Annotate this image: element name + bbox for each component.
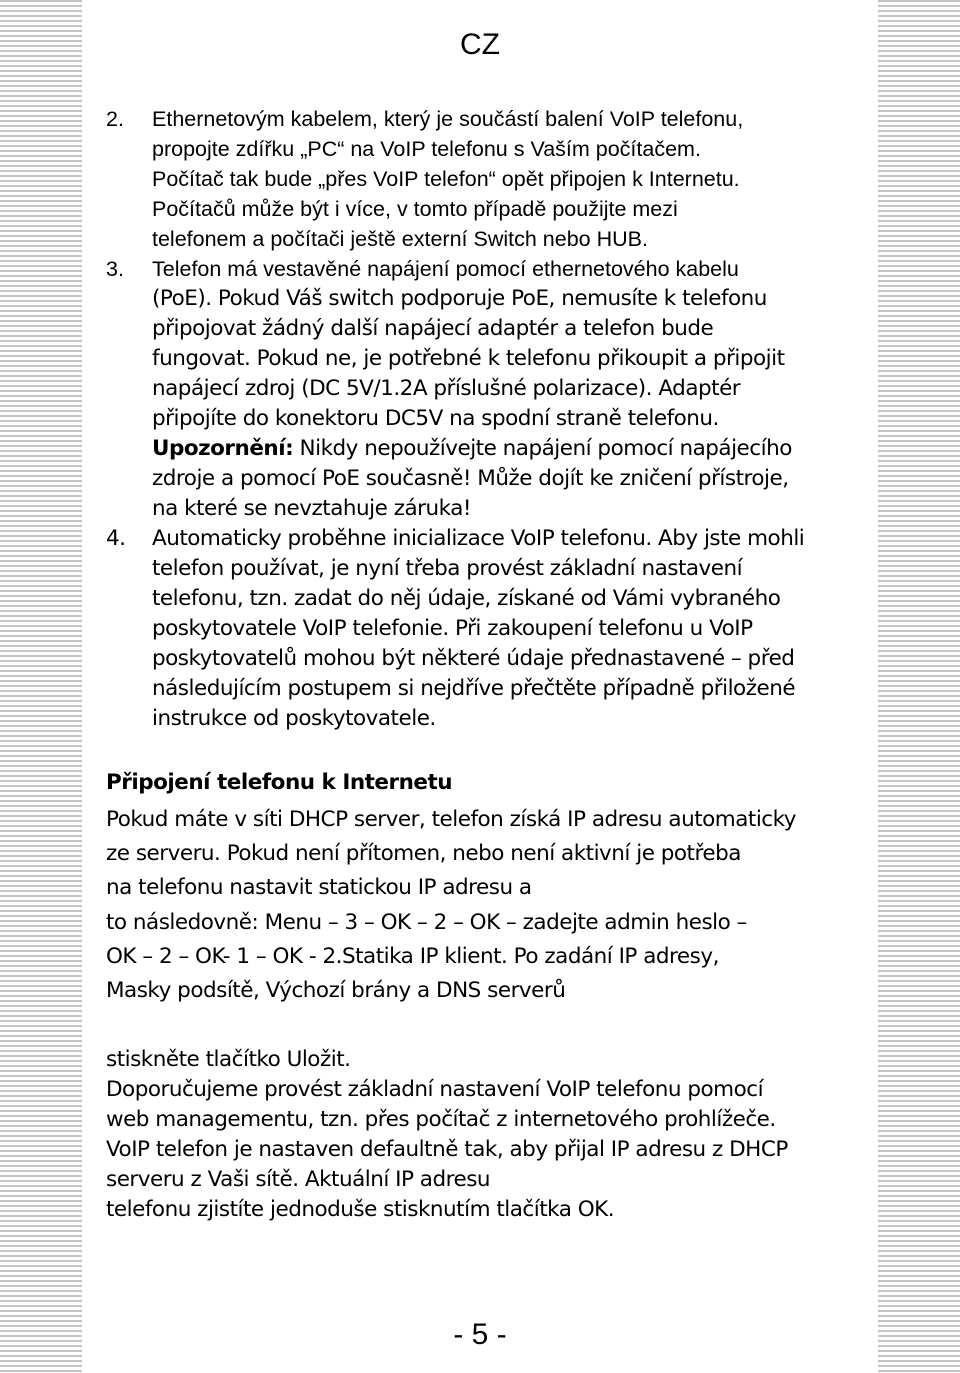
text-line: web managementu, tzn. přes počítač z internetového prohlížeče. (106, 1107, 776, 1132)
text-line: připojovat žádný další napájecí adaptér a telefon bude (152, 316, 714, 341)
text-line: na které se nevztahuje záruka! (152, 496, 471, 521)
text-line: Ethernetovým kabelem, který je součástí balení VoIP telefonu, (152, 107, 744, 131)
text-line: VoIP telefon je nastaven defaultně tak, aby přijal IP adresu z DHCP (106, 1137, 788, 1162)
step-text (152, 524, 866, 734)
text-line: OK – 2 – OK- 1 – OK - 2.Statika IP klient. Po zadání IP adresy, (106, 943, 719, 969)
step-number: 3. (106, 257, 124, 281)
text-line: připojíte do konektoru DC5V na spodní straně telefonu. (152, 406, 719, 431)
text-line: stiskněte tlačítko Uložit. (106, 1047, 351, 1072)
steps-list (106, 104, 866, 734)
text-line: Počítač tak bude „přes VoIP telefon“ opět připojen k Internetu. (152, 167, 740, 191)
text-line: serveru z Vaši sítě. Aktuální IP adresu (106, 1167, 491, 1192)
step-text (152, 254, 866, 524)
text-line: telefon používat, je nyní třeba provést základní nastavení (152, 556, 743, 581)
warning-text: Nikdy nepoužívejte napájení pomocí napájecího (293, 436, 792, 461)
text-line: ze serveru. Pokud není přítomen, nebo není aktivní je potřeba (106, 841, 741, 867)
right-decorative-stripes (878, 0, 960, 1373)
text-line: instrukce od poskytovatele. (152, 706, 436, 731)
text-line: poskytovatelů mohou být některé údaje přednastavené – před (152, 646, 795, 671)
text-line: fungovat. Pokud ne, je potřebné k telefonu přikoupit a připojit (152, 346, 785, 371)
text-line: napájecí zdroj (DC 5V/1.2A příslušné polarizace). Adaptér (152, 376, 741, 401)
text-line: (PoE). Pokud Váš switch podporuje PoE, nemusíte k telefonu (152, 286, 767, 311)
text-line: to následovně: Menu – 3 – OK – 2 – OK – zadejte admin heslo – (106, 909, 747, 935)
text-line: Doporučujeme provést základní nastavení VoIP telefonu pomocí (106, 1077, 764, 1102)
text-line: na telefonu nastavit statickou IP adresu a (106, 875, 532, 901)
text-line: propojte zdířku „PC“ na VoIP telefonu s Vaším počítačem. (152, 137, 701, 161)
internet-section-paragraph-2 (106, 1045, 866, 1225)
text-line: poskytovatele VoIP telefonie. Při zakoupení telefonu u VoIP (152, 616, 753, 641)
text-line: telefonem a počítači ještě externí Switch nebo HUB. (152, 227, 648, 251)
language-label: CZ (460, 28, 500, 61)
text-line: telefonu, tzn. zadat do něj údaje, získané od Vámi vybraného (152, 586, 781, 611)
step-4 (106, 524, 866, 734)
step-number: 4. (106, 526, 126, 551)
text-line: telefonu zjistíte jednoduše stisknutím tlačítka OK. (106, 1197, 615, 1222)
internet-section-heading-wrap (106, 770, 866, 795)
warning-label: Upozornění: (152, 436, 294, 461)
text-line: Automaticky proběhne inicializace VoIP telefonu. Aby jste mohli (152, 526, 805, 551)
page-number: - 5 - (453, 1318, 507, 1351)
text-line: Masky podsítě, Výchozí brány a DNS serverů (106, 978, 566, 1004)
step-2 (106, 104, 866, 254)
text-line: zdroje a pomocí PoE současně! Může dojít ke zničení přístroje, (152, 466, 789, 491)
step-number: 2. (106, 107, 124, 131)
text-line: Pokud máte v síti DHCP server, telefon získá IP adresu automaticky (106, 807, 797, 832)
left-decorative-stripes (0, 0, 82, 1373)
step-text (152, 104, 866, 254)
text-line: Telefon má vestavěné napájení pomocí ethernetového kabelu (152, 257, 739, 281)
warning-line (152, 434, 866, 464)
text-line: Počítačů může být i více, v tomto případě použijte mezi (152, 197, 678, 221)
section-heading: Připojení telefonu k Internetu (106, 770, 453, 795)
step-3 (106, 254, 866, 524)
internet-section-paragraph-1 (106, 803, 866, 1008)
text-line: následujícím postupem si nejdříve přečtěte případně přiložené (152, 676, 796, 701)
